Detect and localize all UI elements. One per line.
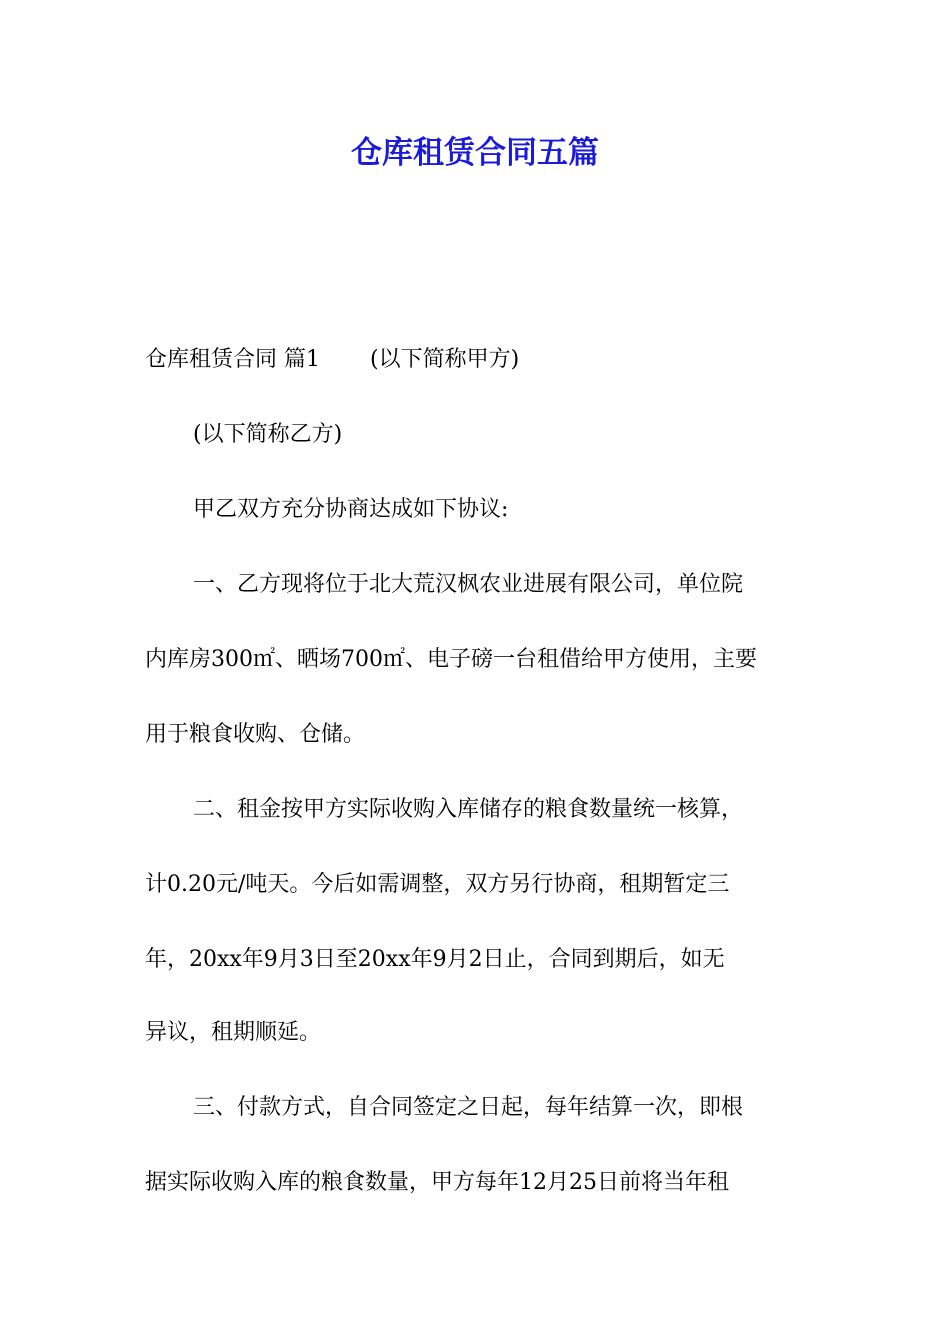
clause-1-line-3: 用于粮食收购、仓储。 [145,722,366,747]
clause-2-line-3: 年，20xx年9月3日至20xx年9月2日止，合同到期后，如无 [145,947,725,972]
agreement-intro: 甲乙双方充分协商达成如下协议: [193,497,509,522]
clause-3-line-2: 据实际收购入库的粮食数量，甲方每年12月25日前将当年租 [145,1170,729,1195]
clause-2-line-2: 计0.20元/吨天。今后如需调整，双方另行协商，租期暂定三 [145,872,730,897]
section-heading [145,345,519,375]
party-a-label: (以下简称甲方) [370,347,520,372]
clause-2-line-4: 异议，租期顺延。 [145,1020,322,1045]
clause-1-line-1: 一、乙方现将位于北大荒汉枫农业进展有限公司，单位院 [193,572,744,597]
party-b-line: (以下简称乙方) [193,422,343,447]
document-title: 仓库租赁合同五篇 [351,135,599,171]
clause-3-line-1: 三、付款方式，自合同签定之日起，每年结算一次，即根 [193,1095,744,1120]
section-label: 仓库租赁合同 篇1 [145,347,320,372]
clause-2-line-1: 二、租金按甲方实际收购入库储存的粮食数量统一核算， [193,797,744,822]
clause-1-line-2: 内库房300㎡、晒场700㎡、电子磅一台租借给甲方使用，主要 [145,647,757,672]
